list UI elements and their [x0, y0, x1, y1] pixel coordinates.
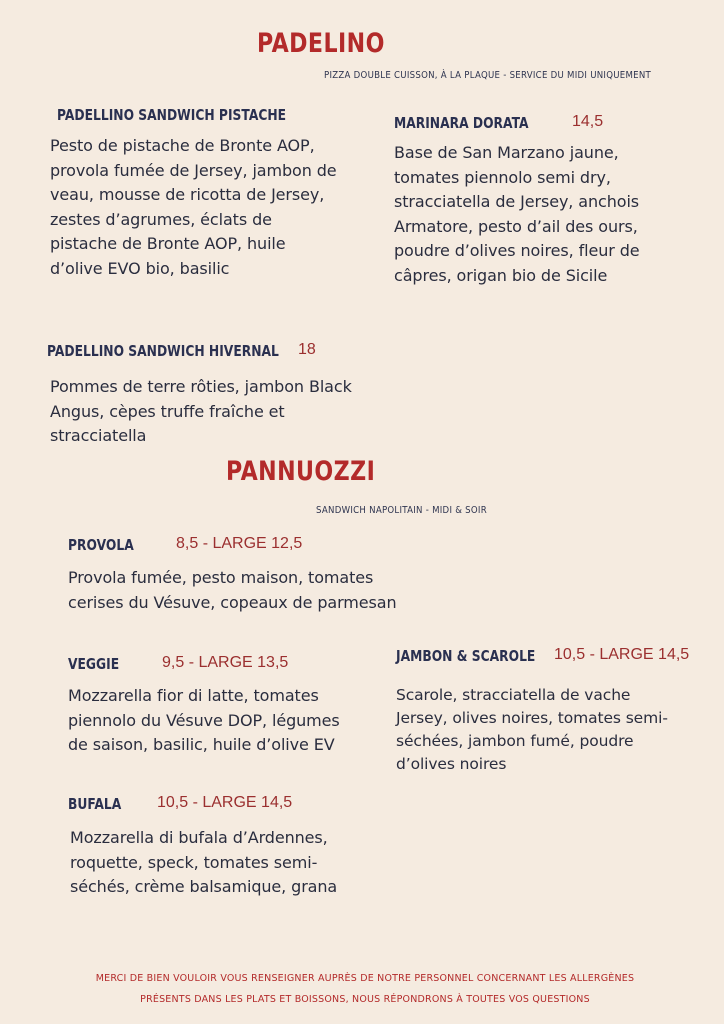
menu-item-header: [47, 341, 330, 360]
menu-item-price: 18: [298, 341, 316, 358]
menu-item-price: 10,5 - LARGE 14,5: [157, 794, 293, 811]
menu-item-name: BUFALA: [68, 795, 122, 813]
menu-item-header: [68, 654, 289, 673]
menu-item-price: 9,5 - LARGE 13,5: [162, 654, 289, 671]
menu-item-header: [394, 113, 604, 132]
menu-item-description: Mozzarella fior di latte, tomates piennolo du Vésuve DOP, légumes de saison, basilic, huile d’olive EV: [68, 686, 340, 754]
menu-item-price: 8,5 - LARGE 12,5: [176, 535, 303, 552]
menu-item-description: Base de San Marzano jaune, tomates piennolo semi dry, stracciatella de Jersey, anchois Armatore, pesto d’ail des ours, poudre d’olives noires, fleur de câpres, origan bio de Sicile: [394, 143, 640, 285]
section-title-pannuozzi: PANNUOZZI: [226, 456, 376, 487]
section-title-padelino: PADELINO: [257, 28, 385, 59]
menu-item-name: JAMBON & SCAROLE: [396, 647, 536, 665]
menu-item-name: PADELLINO SANDWICH PISTACHE: [57, 106, 287, 124]
menu-item-header: [396, 646, 690, 665]
menu-item-description: Mozzarella di bufala d’Ardennes, roquette, speck, tomates semi-séchés, crème balsamique, grana: [70, 828, 338, 896]
section-subtitle-pannuozzi: SANDWICH NAPOLITAIN - MIDI & SOIR: [316, 505, 487, 516]
menu-item-header: [68, 535, 303, 554]
menu-item-description: Pommes de terre rôties, jambon Black Angus, cèpes truffe fraîche et stracciatella: [50, 377, 352, 445]
menu-item-description: Provola fumée, pesto maison, tomates cerises du Vésuve, copeaux de parmesan: [68, 568, 397, 612]
menu-item-price: 14,5: [572, 113, 604, 130]
allergen-notice: MERCI DE BIEN VOULOIR VOUS RENSEIGNER AUPRÈS DE NOTRE PERSONNEL CONCERNANT LES ALLERGÈNES PRÉSENTS DANS LES PLATS ET BOISSONS, NOUS RÉPONDRONS À TOUTES VOS QUESTIONS: [95, 973, 635, 1005]
menu-item-name: PADELLINO SANDWICH HIVERNAL: [47, 342, 279, 360]
menu-item-name: MARINARA DORATA: [394, 114, 529, 132]
section-subtitle-padelino: PIZZA DOUBLE CUISSON, À LA PLAQUE - SERVICE DU MIDI UNIQUEMENT: [324, 70, 652, 81]
menu-item-name: VEGGIE: [68, 655, 120, 673]
menu-item-description: Scarole, stracciatella de vache Jersey, olives noires, tomates semi-séchées, jambon fumé, poudre d’olives noires: [396, 686, 668, 773]
menu-item-header: [57, 105, 336, 124]
menu-item-header: [68, 794, 293, 813]
menu-item-price: 10,5 - LARGE 14,5: [554, 646, 690, 663]
menu-item-name: PROVOLA: [68, 536, 134, 554]
menu-item-description: Pesto de pistache de Bronte AOP, provola fumée de Jersey, jambon de veau, mousse de ricotta de Jersey, zestes d’agrumes, éclats de pistache de Bronte AOP, huile d’olive EVO bio, basilic: [50, 136, 337, 278]
